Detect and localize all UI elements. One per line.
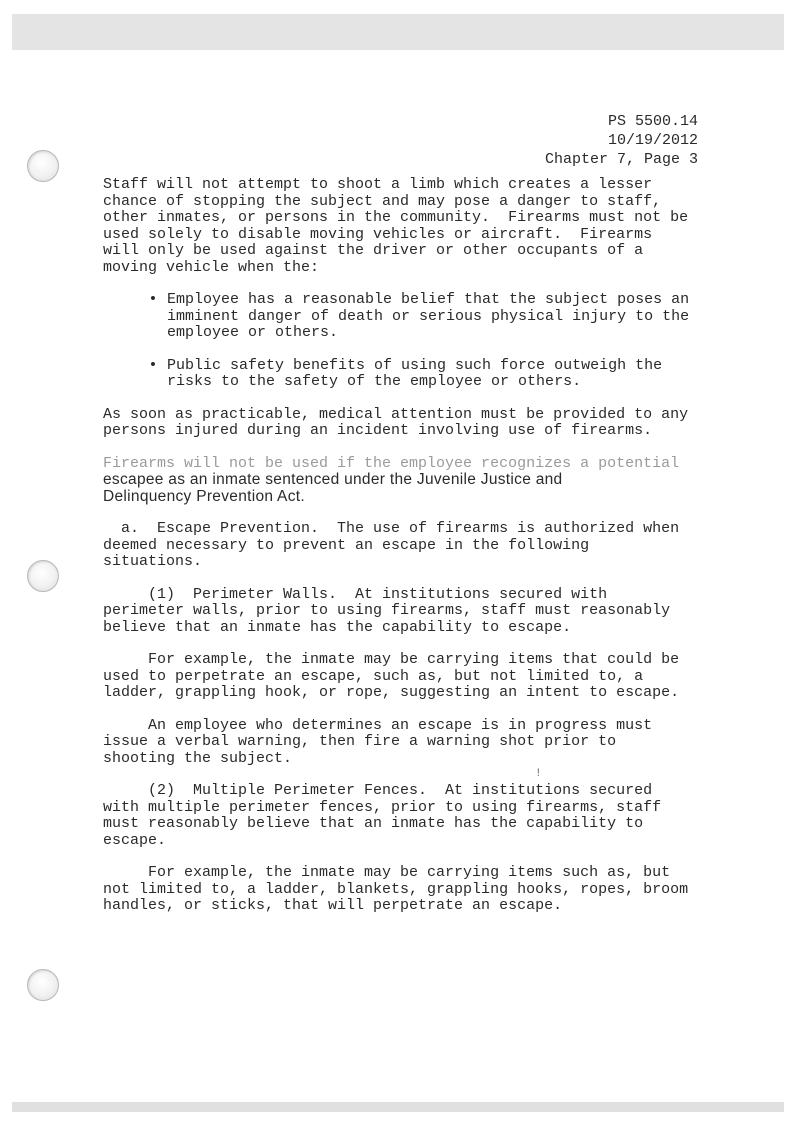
bullet-icon: • xyxy=(148,291,158,308)
text-line: (1) Perimeter Walls. At institutions secured with xyxy=(103,585,608,603)
chapter-page: Chapter 7, Page 3 xyxy=(544,151,698,168)
text-line: chance of stopping the subject and may pose a danger to staff, xyxy=(103,192,662,210)
bullet-list xyxy=(103,292,703,391)
text-line: other inmates, or persons in the community. Firearms must not be xyxy=(103,209,689,226)
paragraph-fences-example xyxy=(103,865,703,915)
text-line: An employee who determines an escape is in progress must xyxy=(103,716,653,734)
scan-edge-top xyxy=(12,14,784,50)
text-line: imminent danger of death or serious physical injury to the xyxy=(167,307,690,325)
text-line: For example, the inmate may be carrying items such as, but xyxy=(103,864,671,881)
text-line: moving vehicle when the: xyxy=(103,258,320,276)
text-line: not limited to, a ladder, blankets, grappling hooks, ropes, broom xyxy=(103,880,689,898)
page-header xyxy=(545,112,698,169)
text-line: situations. xyxy=(103,553,203,570)
subsection-multiple-fences xyxy=(103,783,703,849)
binder-hole xyxy=(27,969,59,1001)
text-line: handles, or sticks, that will perpetrate an escape. xyxy=(103,897,563,914)
list-item xyxy=(139,292,703,342)
stray-mark: ! xyxy=(535,768,542,780)
bullet-icon: • xyxy=(148,356,158,374)
paragraph-walls-example xyxy=(103,652,703,702)
paragraph-juvenile-justice xyxy=(103,456,703,506)
text-line: As soon as practicable, medical attention must be provided to any xyxy=(103,405,689,423)
binder-hole xyxy=(27,150,59,182)
text-line: persons injured during an incident involving use of firearms. xyxy=(103,422,653,439)
text-line: escapee as an inmate sentenced under the Juvenile Justice and xyxy=(103,471,563,488)
text-line: Staff will not attempt to shoot a limb which creates a lesser xyxy=(103,176,653,193)
section-heading-line: a. Escape Prevention. The use of firearms is authorized when xyxy=(103,520,680,537)
list-item xyxy=(139,358,703,391)
text-line: deemed necessary to prevent an escape in the following xyxy=(103,536,590,554)
section-escape-prevention xyxy=(103,521,703,571)
text-line: (2) Multiple Perimeter Fences. At institutions secured xyxy=(103,782,653,799)
text-line: Employee has a reasonable belief that the subject poses an xyxy=(167,291,690,308)
text-line: For example, the inmate may be carrying items that could be xyxy=(103,651,680,668)
text-line: risks to the safety of the employee or others. xyxy=(167,373,582,390)
text-line: employee or others. xyxy=(167,324,339,341)
text-line: used to perpetrate an escape, such as, but not limited to, a xyxy=(103,667,644,685)
text-line: ladder, grappling hook, or rope, suggesting an intent to escape. xyxy=(103,684,680,701)
text-line: perimeter walls, prior to using firearms, staff must reasonably xyxy=(103,602,671,619)
text-line: escape. xyxy=(103,831,167,849)
binder-hole xyxy=(27,560,59,592)
text-line: must reasonably believe that an inmate has the capability to xyxy=(103,815,644,832)
text-line: believe that an inmate has the capability to escape. xyxy=(103,618,572,636)
text-line: with multiple perimeter fences, prior to using firearms, staff xyxy=(103,798,662,816)
paragraph-warning-shot xyxy=(103,718,703,768)
text-line: will only be used against the driver or other occupants of a xyxy=(103,242,644,259)
paragraph-medical-attention xyxy=(103,407,703,440)
document-body xyxy=(103,177,703,915)
document-date: 10/19/2012 xyxy=(607,132,698,149)
paragraph-limb-shooting xyxy=(103,177,703,276)
text-line: used solely to disable moving vehicles or aircraft. Firearms xyxy=(103,225,653,243)
text-line: Delinquency Prevention Act. xyxy=(103,487,305,505)
text-line-faded: Firearms will not be used if the employee recognizes a potential xyxy=(103,454,680,472)
scan-edge-bottom xyxy=(12,1102,784,1112)
text-line: shooting the subject. xyxy=(103,749,293,767)
document-number: PS 5500.14 xyxy=(607,113,698,130)
text-line: Public safety benefits of using such force outweigh the xyxy=(167,356,663,374)
subsection-perimeter-walls xyxy=(103,587,703,637)
text-line: issue a verbal warning, then fire a warning shot prior to xyxy=(103,733,617,750)
